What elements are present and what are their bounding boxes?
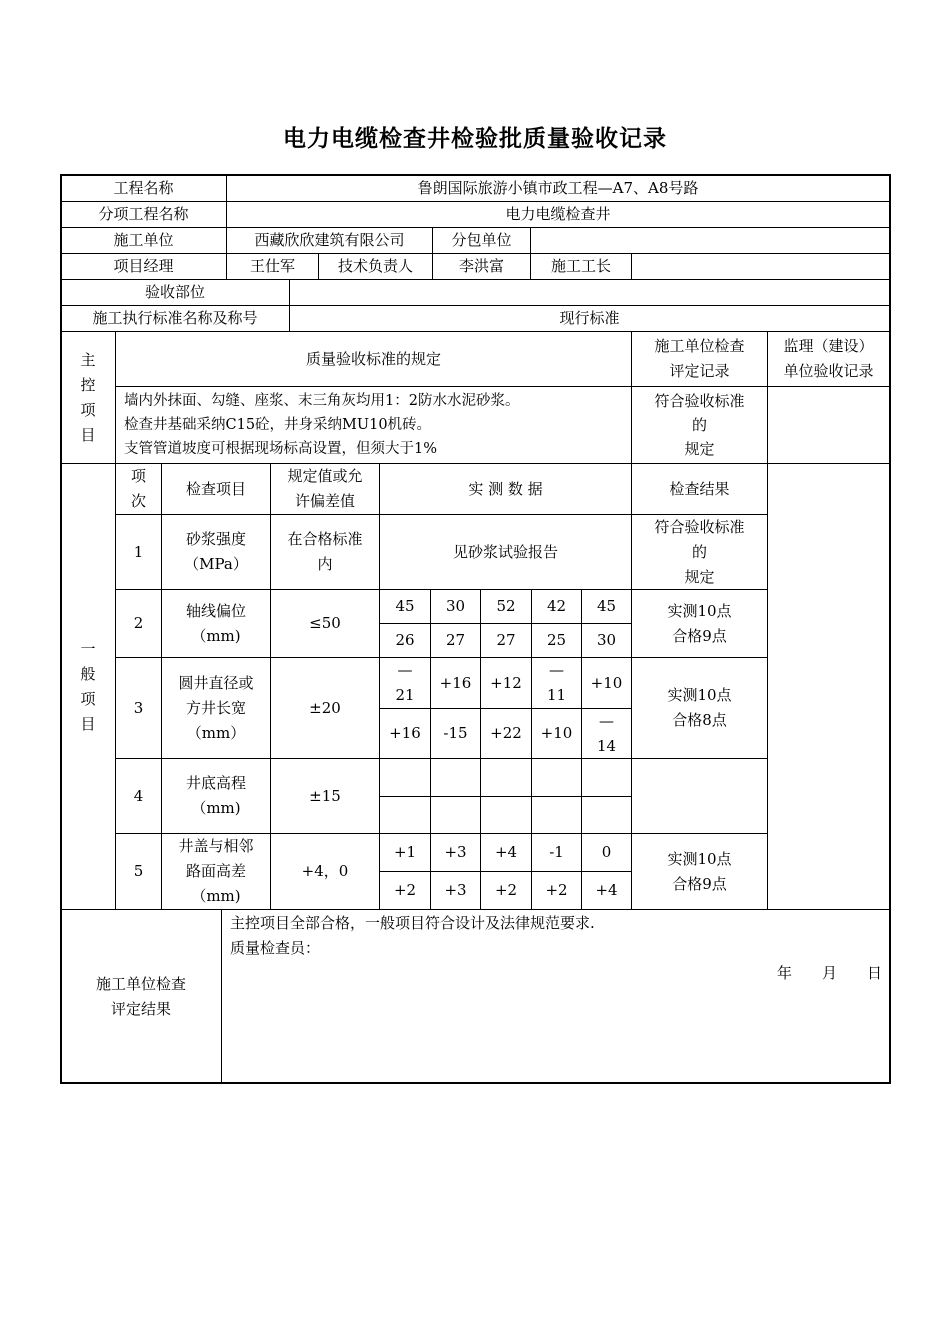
- inspector-label: 质量检查员：: [230, 939, 321, 957]
- col-data-header: 实 测 数 据: [379, 463, 632, 515]
- contractor-label: 施工单位: [60, 227, 227, 254]
- measure-cell: 42: [531, 589, 582, 624]
- measure-cell: 27: [430, 623, 481, 658]
- row-no: 2: [115, 589, 162, 658]
- measure-cell: +3: [430, 871, 481, 910]
- row-item: 井底高程 （mm): [161, 758, 271, 834]
- subcontractor-label: 分包单位: [432, 227, 531, 254]
- spec-header: 质量验收标准的规定: [115, 331, 632, 387]
- col-no-header: 项 次: [115, 463, 162, 515]
- project-name-value: 鲁朗国际旅游小镇市政工程—A7、A8号路: [226, 175, 890, 202]
- row-item: 井盖与相邻 路面高差 （mm): [161, 833, 271, 910]
- row-item: 圆井直径或 方井长宽 （mm）: [161, 657, 271, 759]
- row-tolerance: ±15: [270, 758, 380, 834]
- standard-value: 现行标准: [289, 305, 890, 332]
- row-result: 实测10点 合格9点: [631, 833, 768, 910]
- measure-cell: +2: [379, 871, 431, 910]
- sub-project-value: 电力电缆检查井: [226, 201, 890, 228]
- check-record-header: 施工单位检查 评定记录: [631, 331, 768, 387]
- measure-cell: — 14: [581, 708, 632, 759]
- measure-cell: [581, 758, 632, 797]
- location-value: [289, 279, 890, 306]
- measure-cell: — 11: [531, 657, 582, 709]
- row-no: 5: [115, 833, 162, 910]
- measure-cell: +3: [430, 833, 481, 872]
- measure-cell: +2: [480, 871, 532, 910]
- measure-cell: +10: [531, 708, 582, 759]
- measure-cell: [480, 758, 532, 797]
- col-result-header: 检查结果: [631, 463, 768, 515]
- sub-project-label: 分项工程名称: [60, 201, 227, 228]
- conclusion-cell: [221, 909, 891, 1084]
- tech-lead-value: 李洪富: [432, 253, 531, 280]
- measure-cell: +2: [531, 871, 582, 910]
- contractor-value: 西藏欣欣建筑有限公司: [226, 227, 433, 254]
- measure-cell: [379, 758, 431, 797]
- measure-cell: 27: [480, 623, 532, 658]
- row-result: [631, 758, 768, 834]
- standard-label: 施工执行标准名称及称号: [60, 305, 290, 332]
- measure-cell: [581, 796, 632, 834]
- row-tolerance: 在合格标准 内: [270, 514, 380, 590]
- measure-cell: 45: [379, 589, 431, 624]
- row-tolerance: ±20: [270, 657, 380, 759]
- subcontractor-value: [530, 227, 890, 254]
- measure-cell: +1: [379, 833, 431, 872]
- measure-cell: 45: [581, 589, 632, 624]
- measure-cell: [379, 796, 431, 834]
- location-label: 验收部位: [60, 279, 290, 306]
- main-control-content: 墙内外抹面、勾缝、座浆、末三角灰均用1：2防水水泥砂浆。 检查井基础采纳C15砼，井身采纳MU10机砖。 支管管道坡度可根据现场标高设置，但须大于1%: [115, 386, 632, 464]
- general-label: 一 般 项 目: [60, 463, 116, 910]
- measure-cell: +22: [480, 708, 532, 759]
- row-tolerance: +4，0: [270, 833, 380, 910]
- row-result: 符合验收标准 的 规定: [631, 514, 768, 590]
- tech-lead-label: 技术负责人: [318, 253, 433, 280]
- pm-label: 项目经理: [60, 253, 227, 280]
- page-title: 电力电缆检查井检验批质量验收记录: [283, 125, 667, 152]
- row-result: 实测10点 合格8点: [631, 657, 768, 759]
- measure-cell: -1: [531, 833, 582, 872]
- row-no: 4: [115, 758, 162, 834]
- conclusion-text: 主控项目全部合格，一般项目符合设计及法律规范要求.: [230, 914, 595, 932]
- row-item: 轴线偏位 （mm): [161, 589, 271, 658]
- date-field: 年 月 日: [776, 964, 882, 982]
- row-no: 1: [115, 514, 162, 590]
- measure-cell: [430, 796, 481, 834]
- measure-cell: +16: [430, 657, 481, 709]
- measure-cell: — 21: [379, 657, 431, 709]
- supervisor-header: 监理（建设） 单位验收记录: [767, 331, 890, 387]
- col-item-header: 检查项目: [161, 463, 271, 515]
- main-control-supervisor: [767, 386, 890, 464]
- project-name-label: 工程名称: [60, 175, 227, 202]
- pm-value: 王仕军: [226, 253, 319, 280]
- measure-cell: [480, 796, 532, 834]
- measure-cell: +12: [480, 657, 532, 709]
- col-tolerance-header: 规定值或允 许偏差值: [270, 463, 380, 515]
- foreman-label: 施工工长: [530, 253, 632, 280]
- measure-cell: 30: [430, 589, 481, 624]
- measure-cell: 52: [480, 589, 532, 624]
- foreman-value: [631, 253, 890, 280]
- measure-cell: +4: [480, 833, 532, 872]
- main-control-label: 主 控 项 目: [60, 331, 116, 464]
- general-supervisor-cell: [767, 463, 890, 910]
- measure-cell: [531, 758, 582, 797]
- row-result: 实测10点 合格9点: [631, 589, 768, 658]
- measure-cell: 25: [531, 623, 582, 658]
- measure-cell: 26: [379, 623, 431, 658]
- row-tolerance: ≤50: [270, 589, 380, 658]
- measure-cell: -15: [430, 708, 481, 759]
- measure-cell: +4: [581, 871, 632, 910]
- measure-cell: [531, 796, 582, 834]
- measure-cell: 30: [581, 623, 632, 658]
- row-measured-merged: 见砂浆试验报告: [379, 514, 632, 590]
- conclusion-label: 施工单位检查 评定结果: [60, 909, 222, 1084]
- row-no: 3: [115, 657, 162, 759]
- measure-cell: +16: [379, 708, 431, 759]
- measure-cell: [430, 758, 481, 797]
- row-item: 砂浆强度 （MPa）: [161, 514, 271, 590]
- measure-cell: +10: [581, 657, 632, 709]
- measure-cell: 0: [581, 833, 632, 872]
- main-control-result: 符合验收标准 的 规定: [631, 386, 768, 464]
